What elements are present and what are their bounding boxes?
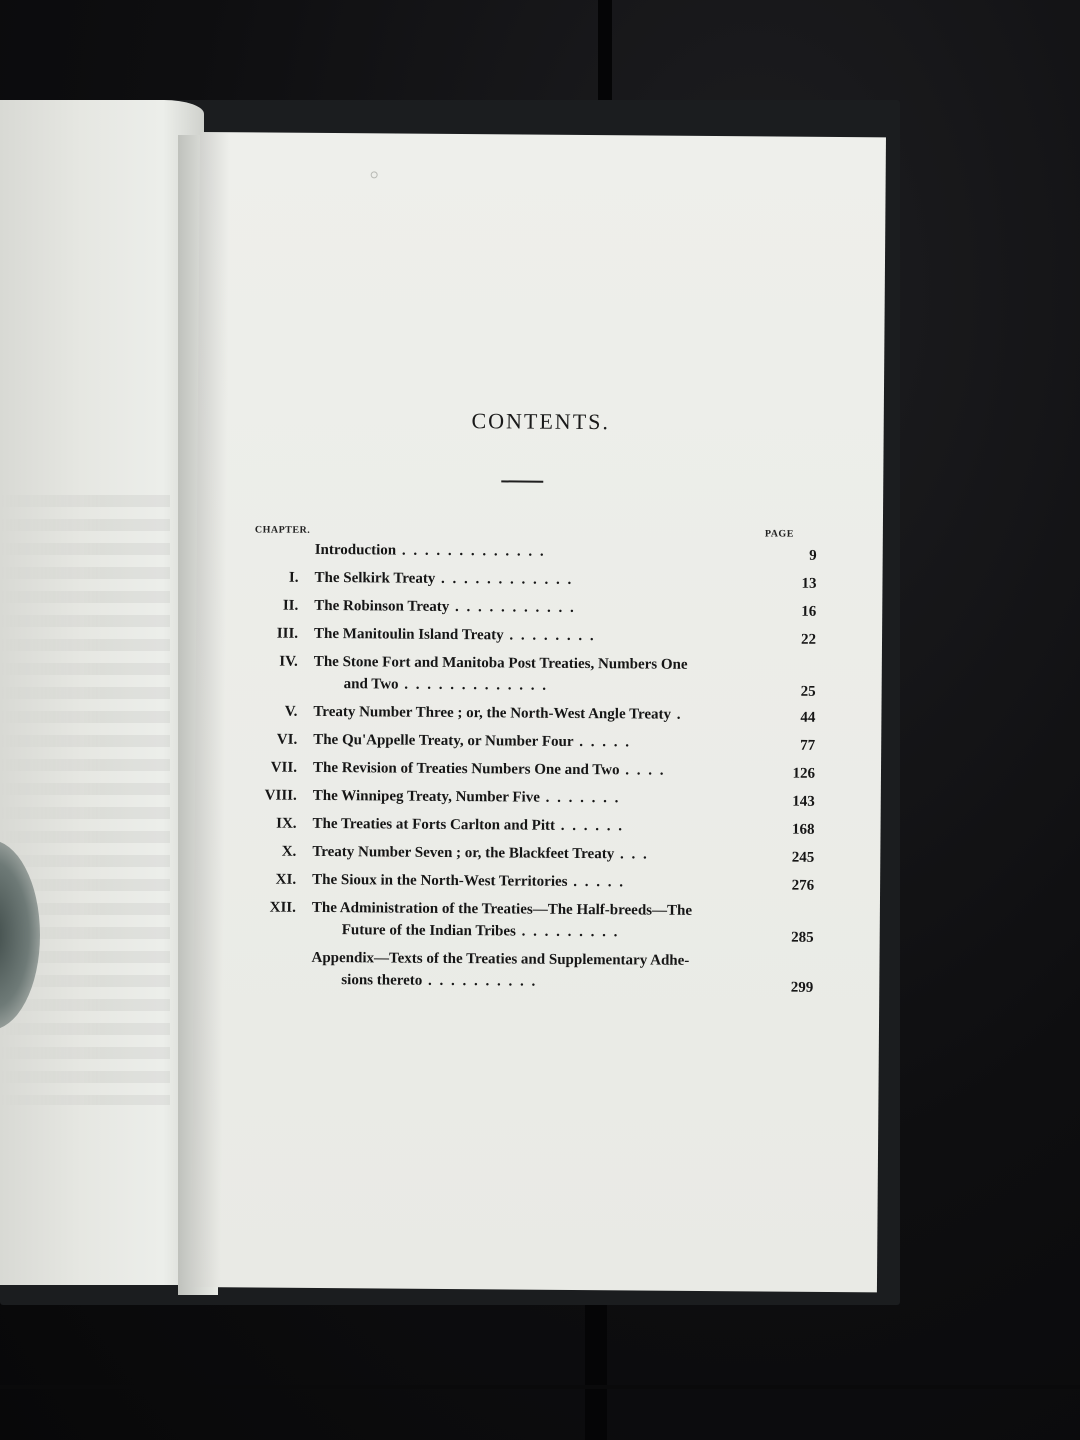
page-number: 143	[792, 793, 815, 810]
chapter-number: X.	[281, 843, 297, 860]
dot-leader: . . .	[614, 846, 649, 863]
entry-title-line	[342, 922, 620, 941]
page-number: 245	[791, 849, 815, 866]
contents-entry	[245, 755, 815, 787]
surface-seam	[0, 1385, 1080, 1389]
dot-leader: .	[670, 706, 683, 723]
entry-title: Introduction	[314, 541, 397, 559]
contents-list	[243, 537, 817, 999]
entry-title-line	[313, 788, 775, 809]
page-number: 25	[800, 683, 816, 700]
entry-title: The Sioux in the North-West Territories	[312, 871, 568, 890]
entry-title: The Administration of the Treaties—The Half-breeds—The	[311, 899, 693, 919]
entry-title-line	[314, 570, 776, 591]
entry-title: The Treaties at Forts Carlton and Pitt	[312, 815, 556, 834]
entry-title-line	[344, 676, 549, 695]
contents-entry	[245, 699, 815, 731]
page-number: 168	[791, 821, 815, 838]
contents-page	[191, 132, 886, 1292]
page-number: 16	[801, 603, 817, 620]
chapter-number: IV.	[279, 653, 298, 670]
chapter-number: VIII.	[264, 787, 297, 804]
dot-leader: . . . . . . . . . . . .	[435, 570, 574, 588]
dot-leader: . . . . . . . . . . .	[449, 598, 576, 616]
entry-title: Treaty Number Three ; or, the North-West Angle Treaty	[313, 703, 672, 723]
chapter-number: V.	[284, 703, 298, 720]
entry-title: The Stone Fort and Manitoba Post Treaties, Numbers One	[313, 653, 688, 673]
entry-title-line	[341, 972, 537, 991]
chapter-number: XII.	[269, 899, 296, 916]
entry-title: The Robinson Treaty	[314, 597, 450, 615]
page-number: 276	[791, 877, 815, 894]
page-number: 77	[800, 737, 816, 754]
chapter-number: XI.	[275, 871, 297, 888]
entry-title: The Selkirk Treaty	[314, 569, 436, 587]
dot-leader: . . . . . . .	[539, 789, 621, 807]
contents-entry	[246, 649, 816, 703]
dot-leader: . . . . . . . . .	[515, 923, 620, 941]
entry-title: The Qu'Appelle Treaty, or Number Four	[313, 731, 574, 750]
entry-title: The Manitoulin Island Treaty	[313, 625, 504, 644]
page-number: 13	[801, 575, 817, 592]
entry-title-continued: and Two	[343, 676, 399, 693]
entry-title: Appendix—Texts of the Treaties and Supplementary Adhe-	[311, 949, 690, 969]
page-number: 22	[800, 631, 817, 648]
contents-entry	[243, 945, 813, 999]
entry-title-line	[314, 626, 776, 647]
dot-leader: . . . .	[619, 762, 666, 779]
title-rule	[501, 480, 543, 482]
entry-title-line	[315, 542, 777, 563]
entry-title-line	[313, 704, 775, 725]
entry-title-line	[312, 816, 774, 837]
contents-entry	[244, 867, 814, 899]
entry-title-line	[312, 872, 774, 893]
entry-title: Treaty Number Seven ; or, the Blackfeet Treaty	[312, 843, 615, 863]
chapter-header: CHAPTER.	[254, 524, 311, 536]
dot-leader: . . . . . . . . . .	[422, 972, 538, 990]
entry-title-continued: sions thereto	[341, 972, 423, 989]
contents-entry	[245, 783, 815, 815]
contents-entry	[245, 727, 815, 759]
page-number: 44	[800, 709, 816, 726]
page-title: CONTENTS.	[471, 408, 611, 435]
page-number: 9	[809, 547, 817, 564]
page-number: 285	[791, 929, 814, 946]
entry-title-line	[314, 598, 776, 619]
dot-leader: . . . . . . . . . . . . .	[398, 676, 549, 694]
contents-entry	[246, 565, 816, 597]
bleed-through-text	[0, 495, 170, 1105]
dot-leader: . . . . . . . .	[503, 627, 596, 645]
contents-entry	[244, 895, 814, 949]
contents-entry	[246, 621, 816, 653]
entry-title-continued: Future of the Indian Tribes	[341, 922, 516, 940]
entry-title-line	[313, 732, 775, 753]
chapter-number: VII.	[270, 759, 298, 776]
chapter-number: VI.	[276, 731, 298, 748]
dot-leader: . . . . .	[573, 733, 632, 751]
chapter-number: II.	[282, 597, 299, 614]
entry-title: The Winnipeg Treaty, Number Five	[312, 787, 540, 806]
page-header: PAGE	[764, 528, 794, 540]
entry-title-line	[312, 844, 774, 865]
contents-entry	[244, 839, 814, 871]
page-number: 299	[790, 979, 814, 996]
chapter-number: III.	[276, 625, 299, 642]
surface-seam	[585, 1300, 607, 1440]
dot-leader: . . . . .	[567, 873, 626, 891]
entry-title-line	[313, 760, 775, 781]
contents-entry	[244, 811, 814, 843]
left-page	[0, 100, 204, 1285]
entry-title: The Revision of Treaties Numbers One and Two	[312, 759, 620, 779]
page-mark	[371, 171, 378, 178]
dot-leader: . . . . . .	[554, 817, 625, 835]
contents-entry	[247, 537, 817, 569]
dot-leader: . . . . . . . . . . . . .	[396, 542, 546, 560]
contents-entry	[246, 593, 816, 625]
chapter-number: IX.	[276, 815, 297, 832]
chapter-number: I.	[288, 569, 299, 586]
page-number: 126	[792, 765, 816, 782]
